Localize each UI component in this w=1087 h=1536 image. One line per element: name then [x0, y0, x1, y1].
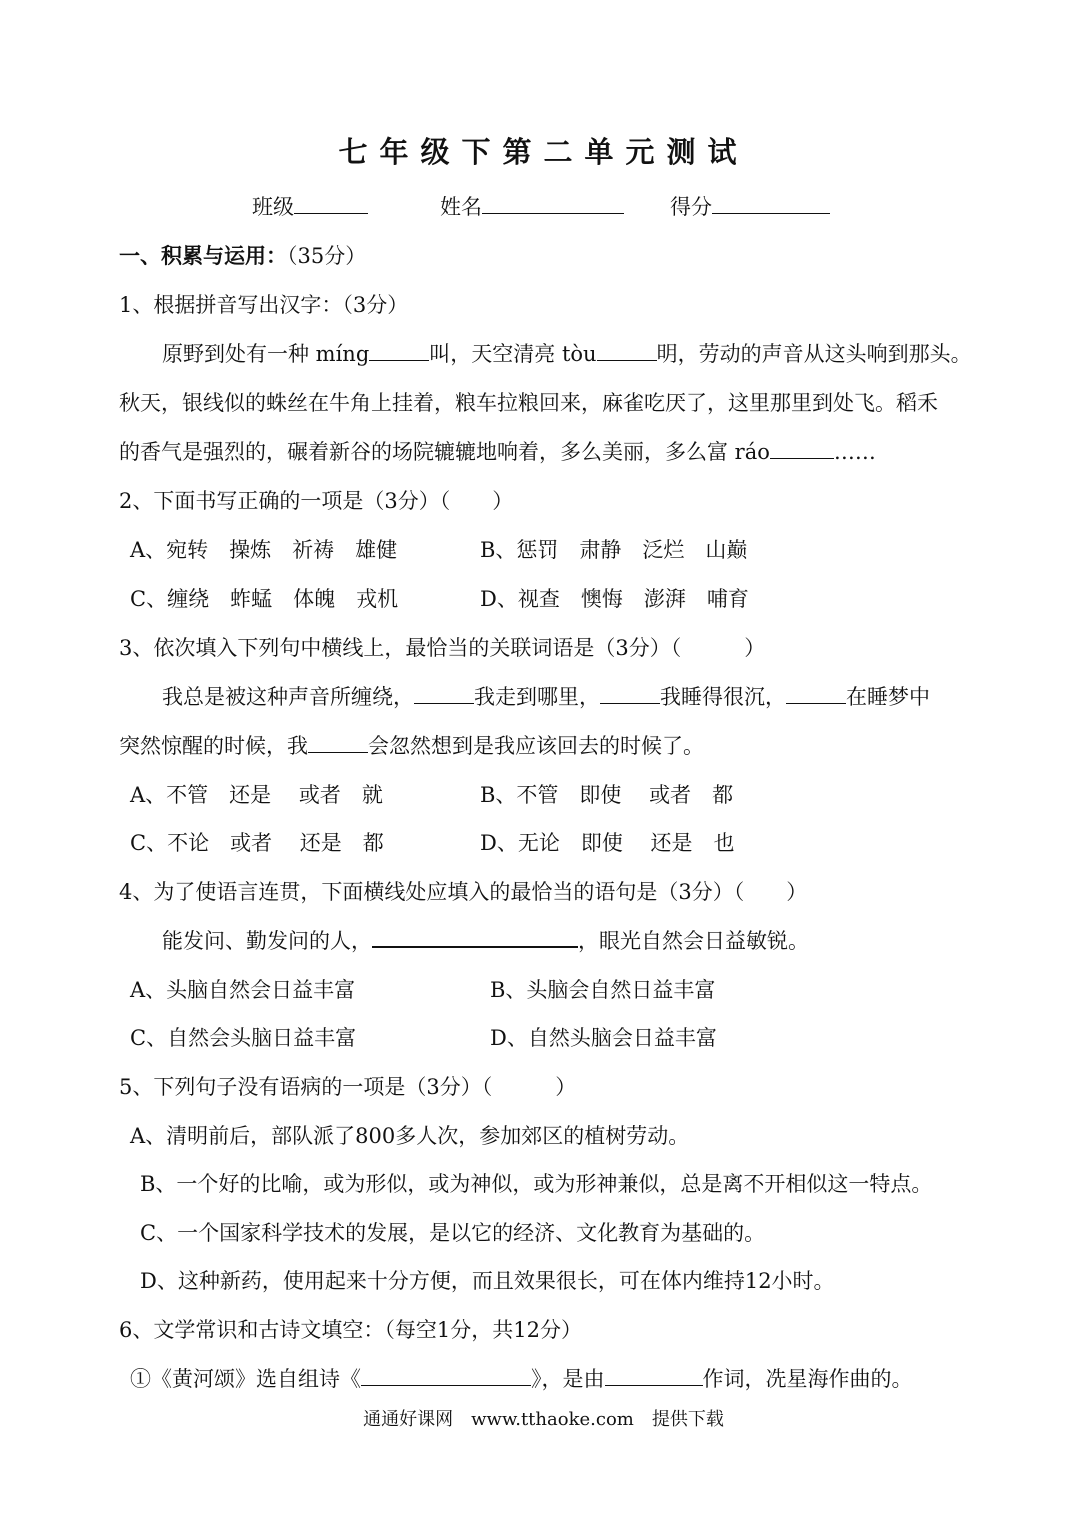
q1-blank-ming[interactable]	[369, 340, 429, 361]
score-blank[interactable]	[712, 193, 830, 214]
section-heading-text: 一、积累与运用：	[119, 243, 287, 268]
q4-option-d[interactable]: D、自然头脑会日益丰富	[490, 1026, 717, 1050]
q1-ellipsis: ……	[833, 440, 876, 464]
q5-option-b[interactable]: B、一个好的比喻，或为形似，或为神似，或为形神兼似，总是离不开相似这一特点。	[140, 1172, 933, 1196]
q1-blank-tou[interactable]	[597, 340, 657, 361]
score-label: 得分	[670, 195, 712, 219]
q6-blank-author[interactable]	[605, 1365, 703, 1386]
q3-text-e: 突然惊醒的时候，我	[119, 734, 308, 758]
section-heading	[119, 241, 366, 271]
q5-option-c[interactable]: C、一个国家科学技术的发展，是以它的经济、文化教育为基础的。	[140, 1221, 766, 1245]
q2-option-d[interactable]: D、视查 懊悔 澎湃 哺育	[480, 587, 749, 611]
q1-blank-rao[interactable]	[770, 438, 834, 459]
q6-text-b: 》，是由	[531, 1367, 605, 1391]
q2-option-b[interactable]: B、惩罚 肃静 泛烂 山巅	[480, 538, 748, 562]
q1-text-b: 叫，天空清亮 tòu	[429, 342, 597, 366]
q3-text-d: 在睡梦中	[846, 685, 930, 709]
section-points: （35分）	[287, 244, 367, 268]
q5-option-d[interactable]: D、这种新药，使用起来十分方便，而且效果很长，可在体内维持12小时。	[140, 1269, 835, 1293]
q1-text-d: 的香气是强烈的，碾着新谷的场院辘辘地响着，多么美丽，多么富 ráo	[119, 440, 770, 464]
q3-option-c[interactable]: C、不论 或者 还是 都	[130, 831, 384, 855]
q3-blank-2[interactable]	[600, 683, 660, 704]
q4-text-a: 能发问、勤发问的人，	[162, 929, 372, 953]
q3-text-f: 会忽然想到是我应该回去的时候了。	[368, 734, 704, 758]
q2-stem: 2、下面书写正确的一项是（3分）（ ）	[119, 489, 514, 513]
q3-option-d[interactable]: D、无论 即使 还是 也	[480, 831, 735, 855]
q6-text-a: ①《黄河颂》选自组诗《	[130, 1367, 361, 1391]
page-title: 七年级下第二单元测试	[338, 135, 749, 169]
q3-stem: 3、依次填入下列句中横线上，最恰当的关联词语是（3分）（ ）	[119, 636, 766, 660]
q2-option-c[interactable]: C、缠绕 蚱蜢 体魄 戎机	[130, 587, 399, 611]
q1-text-a: 原野到处有一种 míng	[162, 342, 370, 366]
q6-blank-poem[interactable]	[361, 1365, 531, 1386]
name-blank[interactable]	[482, 193, 624, 214]
q4-option-b[interactable]: B、头脑会自然日益丰富	[490, 978, 716, 1002]
q3-text-a: 我总是被这种声音所缠绕，	[162, 685, 414, 709]
class-field	[252, 192, 368, 222]
q6-item-1	[130, 1364, 913, 1394]
class-label: 班级	[252, 195, 294, 219]
q4-text-b: ，眼光自然会日益敏锐。	[578, 929, 809, 953]
page-footer: 通通好课网 www.tthaoke.com 提供下载	[363, 1409, 724, 1430]
q5-stem: 5、下列句子没有语病的一项是（3分）（ ）	[119, 1075, 577, 1099]
name-label: 姓名	[440, 195, 482, 219]
q4-option-c[interactable]: C、自然会头脑日益丰富	[130, 1026, 357, 1050]
q4-stem: 4、为了使语言连贯，下面横线处应填入的最恰当的语句是（3分）（ ）	[119, 880, 808, 904]
q3-option-b[interactable]: B、不管 即使 或者 都	[480, 783, 734, 807]
q2-option-a[interactable]: A、宛转 操炼 祈祷 雄健	[130, 538, 398, 562]
q6-text-c: 作词，冼星海作曲的。	[702, 1367, 913, 1391]
q4-blank[interactable]	[372, 926, 578, 948]
q3-text-b: 我走到哪里，	[474, 685, 600, 709]
q1-para-line1	[162, 339, 972, 369]
class-blank[interactable]	[294, 193, 368, 214]
q3-para-line2	[119, 731, 704, 761]
q6-stem: 6、文学常识和古诗文填空：（每空1分，共12分）	[119, 1318, 582, 1342]
q5-option-a[interactable]: A、清明前后，部队派了800多人次，参加郊区的植树劳动。	[130, 1124, 690, 1148]
q1-para-line2: 秋天，银线似的蛛丝在牛角上挂着，粮车拉粮回来，麻雀吃厌了，这里那里到处飞。稻禾	[119, 391, 938, 415]
q3-blank-1[interactable]	[414, 683, 474, 704]
q4-option-a[interactable]: A、头脑自然会日益丰富	[130, 978, 356, 1002]
q3-blank-4[interactable]	[308, 732, 368, 753]
q3-option-a[interactable]: A、不管 还是 或者 就	[130, 783, 383, 807]
q3-para-line1	[162, 682, 930, 712]
q3-text-c: 我睡得很沉，	[660, 685, 786, 709]
q4-para-line1	[162, 926, 809, 956]
score-field	[670, 192, 830, 222]
q1-stem: 1、根据拼音写出汉字：（3分）	[119, 293, 409, 317]
q1-para-line3	[119, 437, 876, 467]
q1-text-c: 明，劳动的声音从这头响到那头。	[656, 342, 972, 366]
name-field	[440, 192, 624, 222]
q3-blank-3[interactable]	[786, 683, 846, 704]
